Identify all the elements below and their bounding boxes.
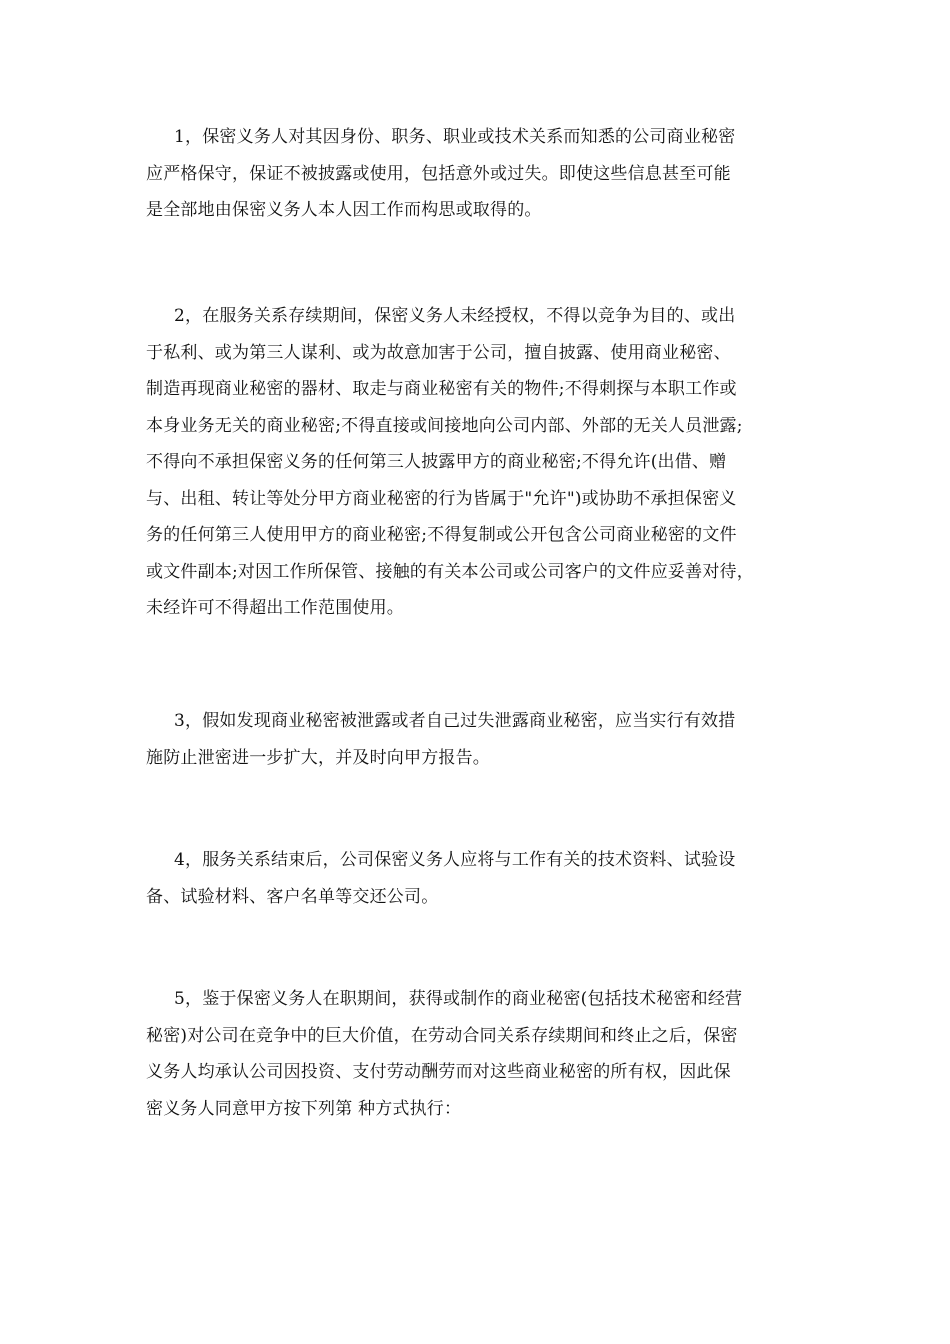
paragraph-line: 或文件副本;对因工作所保管、接触的有关本公司或公司客户的文件应妥善对待， — [146, 561, 754, 582]
paragraph-line: 未经许可不得超出工作范围使用。 — [146, 598, 404, 618]
paragraph-line: 3，假如发现商业秘密被泄露或者自己过失泄露商业秘密，应当实行有效措 — [174, 711, 736, 731]
paragraph-line: 制造再现商业秘密的器材、取走与商业秘密有关的物件;不得刺探与本职工作或 — [146, 379, 737, 399]
paragraph-line: 本身业务无关的商业秘密;不得直接或间接地向公司内部、外部的无关人员泄露; — [146, 415, 743, 436]
paragraph-line: 1，保密义务人对其因身份、职务、职业或技术关系而知悉的公司商业秘密 — [174, 127, 736, 147]
paragraph-3 — [146, 703, 826, 776]
paragraph-line: 备、试验材料、客户名单等交还公司。 — [146, 886, 439, 907]
paragraph-line: 与、出租、转让等处分甲方商业秘密的行为皆属于"允许")或协助不承担保密义 — [146, 488, 737, 509]
paragraph-line: 4，服务关系结束后，公司保密义务人应将与工作有关的技术资料、试验设 — [174, 850, 736, 870]
paragraph-5 — [146, 981, 826, 1127]
paragraph-line: 是全部地由保密义务人本人因工作而构思或取得的。 — [146, 200, 542, 220]
paragraph-line: 不得向不承担保密义务的任何第三人披露甲方的商业秘密;不得允许(出借、赠 — [146, 452, 727, 472]
paragraph-line: 5，鉴于保密义务人在职期间，获得或制作的商业秘密(包括技术秘密和经营 — [174, 989, 743, 1009]
paragraph-line: 务的任何第三人使用甲方的商业秘密;不得复制或公开包含公司商业秘密的文件 — [146, 525, 737, 545]
paragraph-2 — [146, 298, 826, 627]
paragraph-line: 2，在服务关系存续期间，保密义务人未经授权，不得以竞争为目的、或出 — [174, 306, 736, 326]
paragraph-line: 密义务人同意甲方按下列第 种方式执行： — [146, 1098, 462, 1119]
paragraph-line: 施防止泄密进一步扩大，并及时向甲方报告。 — [146, 747, 490, 768]
paragraph-line: 秘密)对公司在竞争中的巨大价值，在劳动合同关系存续期间和终止之后，保密 — [146, 1025, 738, 1046]
paragraph-line: 于私利、或为第三人谋利、或为故意加害于公司，擅自披露、使用商业秘密、 — [146, 342, 731, 363]
paragraph-line: 应严格保守，保证不被披露或使用，包括意外或过失。即使这些信息甚至可能 — [146, 163, 731, 184]
paragraph-1 — [146, 119, 826, 229]
paragraph-line: 义务人均承认公司因投资、支付劳动酬劳而对这些商业秘密的所有权，因此保 — [146, 1062, 731, 1082]
paragraph-4 — [146, 842, 826, 915]
